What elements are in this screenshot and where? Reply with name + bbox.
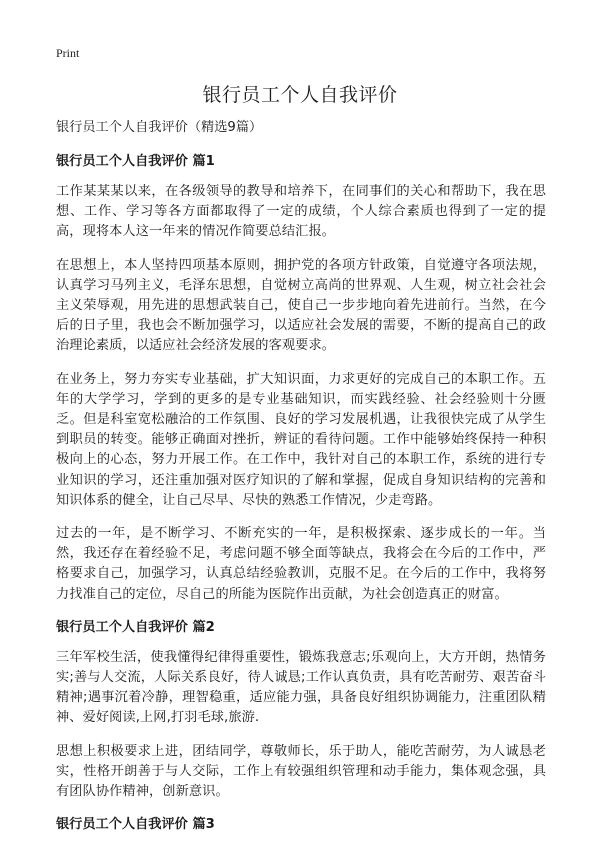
section-heading: 银行员工个人自我评价 篇2 — [56, 619, 215, 635]
paragraph: 在思想上，本人坚持四项基本原则，拥护党的各项方针政策，自觉遵守各项法规，认真学习马列主义，毛泽东思想，自觉树立高尚的世界观、人生观，树立社会社会主义荣辱观，用先进的思想武装自己，使自己一步步地向着先进前行。当然，在今后的日子里，我也会不断加强学习，以适应社会发展的需要，不断的提高自己的政治理论素质，以适应社会经济发展的客观要求。 — [56, 257, 546, 354]
document-subtitle: 银行员工个人自我评价（精选9篇） — [56, 120, 263, 135]
section-heading: 银行员工个人自我评价 篇3 — [56, 817, 215, 833]
paragraph: 思想上积极要求上进，团结同学，尊敬师长，乐于助人，能吃苦耐劳，为人诚恳老实，性格开朗善于与人交际，工作上有较强组织管理和动手能力，集体观念强，具有团队协作精神，创新意识。 — [56, 743, 546, 800]
print-link[interactable]: Print — [56, 46, 80, 60]
document-title: 银行员工个人自我评价 — [202, 84, 398, 106]
paragraph: 三年军校生活，使我懂得纪律得重要性，锻炼我意志;乐观向上，大方开朗，热情务实;善与人交流，人际关系良好，待人诚恳;工作认真负责，具有吃苦耐劳、艰苦奋斗精神;遇事沉着冷静，理智稳重，适应能力强，具备良好组织协调能力，注重团队精神、爱好阅读,上网,打羽毛球,旅游. — [56, 649, 546, 726]
document-body — [56, 118, 546, 845]
paragraph: 工作某某某以来，在各级领导的教导和培养下，在同事们的关心和帮助下，我在思想、工作、学习等各方面都取得了一定的成绩，个人综合素质也得到了一定的提高，现将本人这一年来的情况作简要总结汇报。 — [56, 184, 546, 240]
paragraph: 过去的一年，是不断学习、不断充实的一年，是积极探索、逐步成长的一年。当然，我还存在着经验不足，考虑问题不够全面等缺点，我将会在今后的工作中，严格要求自己，加强学习，认真总结经验教训，克服不足。在今后的工作中，我将努力找准自己的定位，尽自己的所能为医院作出贡献，为社会创造真正的财富。 — [56, 526, 546, 602]
section-1 — [56, 152, 546, 605]
section-heading: 银行员工个人自我评价 篇1 — [56, 154, 215, 169]
section-2 — [56, 618, 546, 802]
paragraph: 在业务上，努力夯实专业基础，扩大知识面，力求更好的完成自己的本职工作。五年的大学学习，学到的更多的是专业基础知识，而实践经验、社会经验则十分匮乏。但是科室宽松融洽的工作氛围、良好的学习发展机遇，让我很快完成了从学生到职员的转变。能够正确面对挫折，辨证的看待问题。工作中能够始终保持一种积极向上的心态，努力开展工作。在工作中，我针对自己的本职工作，系统的进行专业知识的学习，还注重加强对医疗知识的了解和掌握，促成自身知识结构的完善和知识体系的健全，让自己尽早、尽快的熟悉工作情况，少走弯路。 — [56, 371, 546, 508]
section-3 — [56, 815, 546, 835]
